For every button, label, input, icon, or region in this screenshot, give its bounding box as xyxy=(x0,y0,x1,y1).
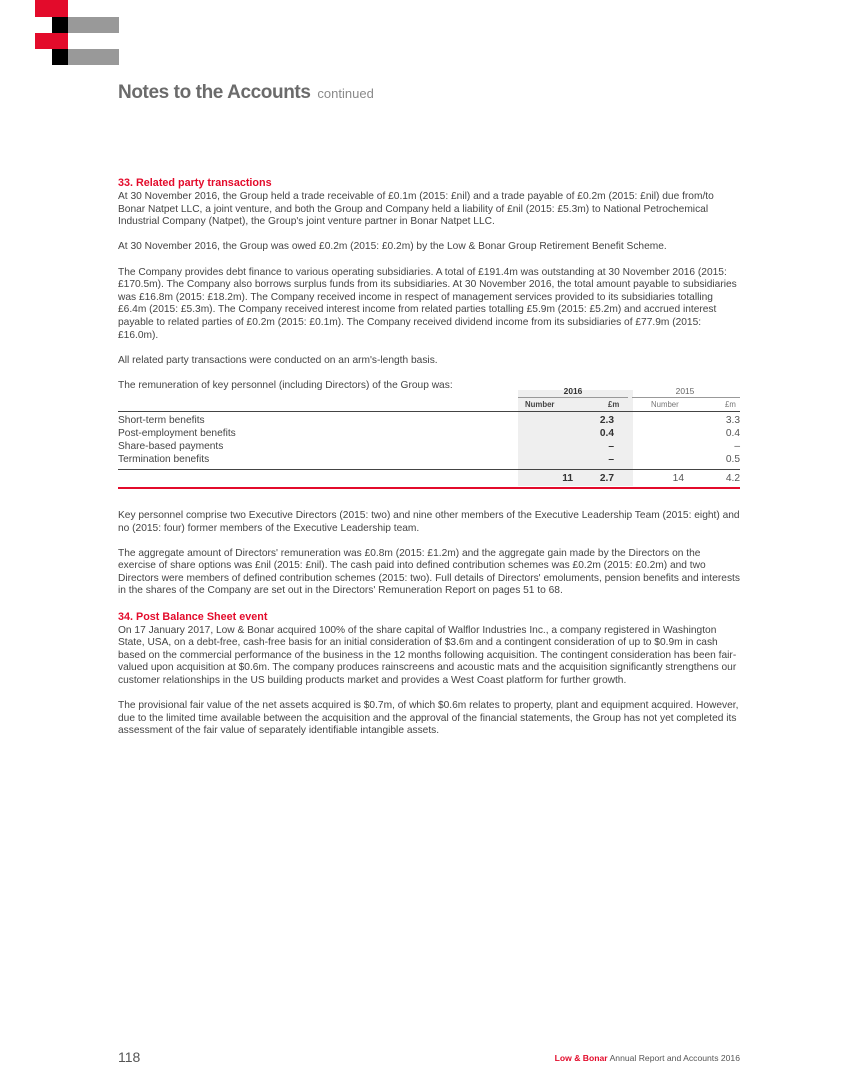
total-top-rule xyxy=(118,469,740,470)
table-row xyxy=(118,454,740,467)
year-header-rule-2016 xyxy=(518,397,628,398)
row-value-2015: – xyxy=(734,440,740,452)
section-33-paragraph-3: The Company provides debt finance to various operating subsidiaries. A total of £191.4m was outstanding at 30 November 2016 (2015: £170.5m). The Company also borrows surplus funds from its subsidiaries. At 30 November 2016, the total amount payable to subsidiaries was £16.8m (2015: £18.2m). The Company received income in respect of management services provided to its subsidiaries totalling £6.4m (2015: £5.3m). The Company received interest income from related parties totalling £5.9m (2015: £5.2m) and accrued interest payable to related parties of £0.2m (2015: £0.1m). The Company received dividend income from its subsidiaries of £77.9m (2015: £16.0m). xyxy=(118,266,737,341)
row-value-2015: 0.4 xyxy=(725,427,740,439)
year-header-rule-2015 xyxy=(632,397,740,398)
section-33-paragraph-4: All related party transactions were conducted on an arm's-length basis. xyxy=(118,354,438,366)
col-number-2015: Number xyxy=(651,399,679,409)
section-33-paragraph-5: Key personnel comprise two Executive Directors (2015: two) and nine other members of the Executive Leadership Team (2015: eight) and no (2015: four) former members of the Executive Leadership team. xyxy=(118,509,740,534)
row-value-2016: 2.3 xyxy=(599,414,614,426)
notes-content xyxy=(118,177,740,751)
section-33-paragraph-2: At 30 November 2016, the Group was owed £0.2m (2015: £0.2m) by the Low & Bonar Group Retirement Benefit Scheme. xyxy=(118,241,667,253)
section-34-paragraph-1: On 17 January 2017, Low & Bonar acquired 100% of the share capital of Walflor Industries Inc., a company registered in Washington State, USA, on a debt-free, cash-free basis for an initial consideration of $3.6m and a contingent consideration of up to $0.9m in cash based on the commercial performance of the business in the 12 months following acquisition. The contingent consideration has been fair-valued upon acquisition at $0.6m. The company produces rainscreens and acoustic mats and the acquisition significantly strengthens our customer relationships in the US building products market and provides a West Coast platform for further growth. xyxy=(118,624,737,687)
row-value-2016: – xyxy=(608,440,614,452)
total-number-2016: 11 xyxy=(562,472,573,484)
page-title xyxy=(118,82,374,104)
row-value-2016: – xyxy=(608,453,614,465)
col-gbp-2016: £m xyxy=(608,399,620,409)
table-row xyxy=(118,415,740,428)
key-personnel-remuneration-table xyxy=(118,380,740,498)
footer-title: Annual Report and Accounts 2016 xyxy=(609,1053,740,1063)
logo-bar-red-top xyxy=(35,0,68,17)
footer-brand: Low & Bonar xyxy=(554,1053,608,1063)
total-bottom-rule-red xyxy=(118,487,740,489)
table-total-row xyxy=(118,473,740,486)
year-header-2016: 2016 xyxy=(563,385,583,396)
table-intro: The remuneration of key personnel (including Directors) of the Group was: xyxy=(118,379,453,391)
total-number-2015: 14 xyxy=(672,472,684,484)
footer-document-title xyxy=(555,1053,740,1063)
section-33-paragraph-1: At 30 November 2016, the Group held a trade receivable of £0.1m (2015: £nil) and a trade payable of £0.2m (2015: £nil) due from/to Bonar Natpet LLC, a joint venture, and both the Group and Company held a liability of £nil (2015: £5.3m) to National Petrochemical Industrial Company (Natpet), the Group's joint venture partner in Bonar Natpet LLC. xyxy=(118,191,714,228)
logo-bar-black-top xyxy=(52,17,68,33)
col-gbp-2015: £m xyxy=(725,399,736,409)
row-value-2015: 0.5 xyxy=(725,453,740,465)
section-34-paragraph-2: The provisional fair value of the net assets acquired is $0.7m, of which $0.6m relates to property, plant and equipment acquired. However, due to the limited time available between the acquisition and the approval of the financial statements, the Group has not yet completed its assessment of the fair value of separately identifiable intangible assets. xyxy=(118,700,739,737)
logo-bar-black-bottom xyxy=(52,49,68,65)
page-title-main: Notes to the Accounts xyxy=(118,82,311,103)
logo-bar-grey-bottom xyxy=(68,49,119,65)
section-34-heading: 34. Post Balance Sheet event xyxy=(118,610,268,623)
section-33-paragraph-6: The aggregate amount of Directors' remuneration was £0.8m (2015: £1.2m) and the aggregate gain made by the Directors on the exercise of share options was £nil (2015: £nil). The cash paid into defined contribution schemes was £0.2m (2015: £0.2m) and two Directors were members of defined contribution schemes (2015: two). Full details of Directors' emoluments, pension benefits and interests in the shares of the Company are set out in the Directors' Remuneration Report on pages 51 to 68. xyxy=(118,547,740,597)
logo-bar-grey-top xyxy=(68,17,119,33)
col-number-2016: Number xyxy=(525,399,555,409)
logo-bar-red-mid xyxy=(35,33,68,49)
row-value-2015: 3.3 xyxy=(725,414,740,426)
company-logo-graphic xyxy=(0,0,130,70)
column-header-rule xyxy=(118,411,740,412)
total-value-2015: 4.2 xyxy=(725,472,740,484)
section-33-heading: 33. Related party transactions xyxy=(118,177,272,189)
page-number: 118 xyxy=(118,1049,141,1065)
table-row xyxy=(118,441,740,454)
row-label: Termination benefits xyxy=(118,453,210,465)
table-row xyxy=(118,428,740,441)
page-title-continued: continued xyxy=(317,86,374,101)
total-value-2016: 2.7 xyxy=(599,472,614,484)
row-label: Share-based payments xyxy=(118,440,224,452)
row-value-2016: 0.4 xyxy=(599,427,614,439)
year-header-2015: 2015 xyxy=(675,385,695,396)
row-label: Post-employment benefits xyxy=(118,427,236,439)
row-label: Short-term benefits xyxy=(118,414,205,426)
